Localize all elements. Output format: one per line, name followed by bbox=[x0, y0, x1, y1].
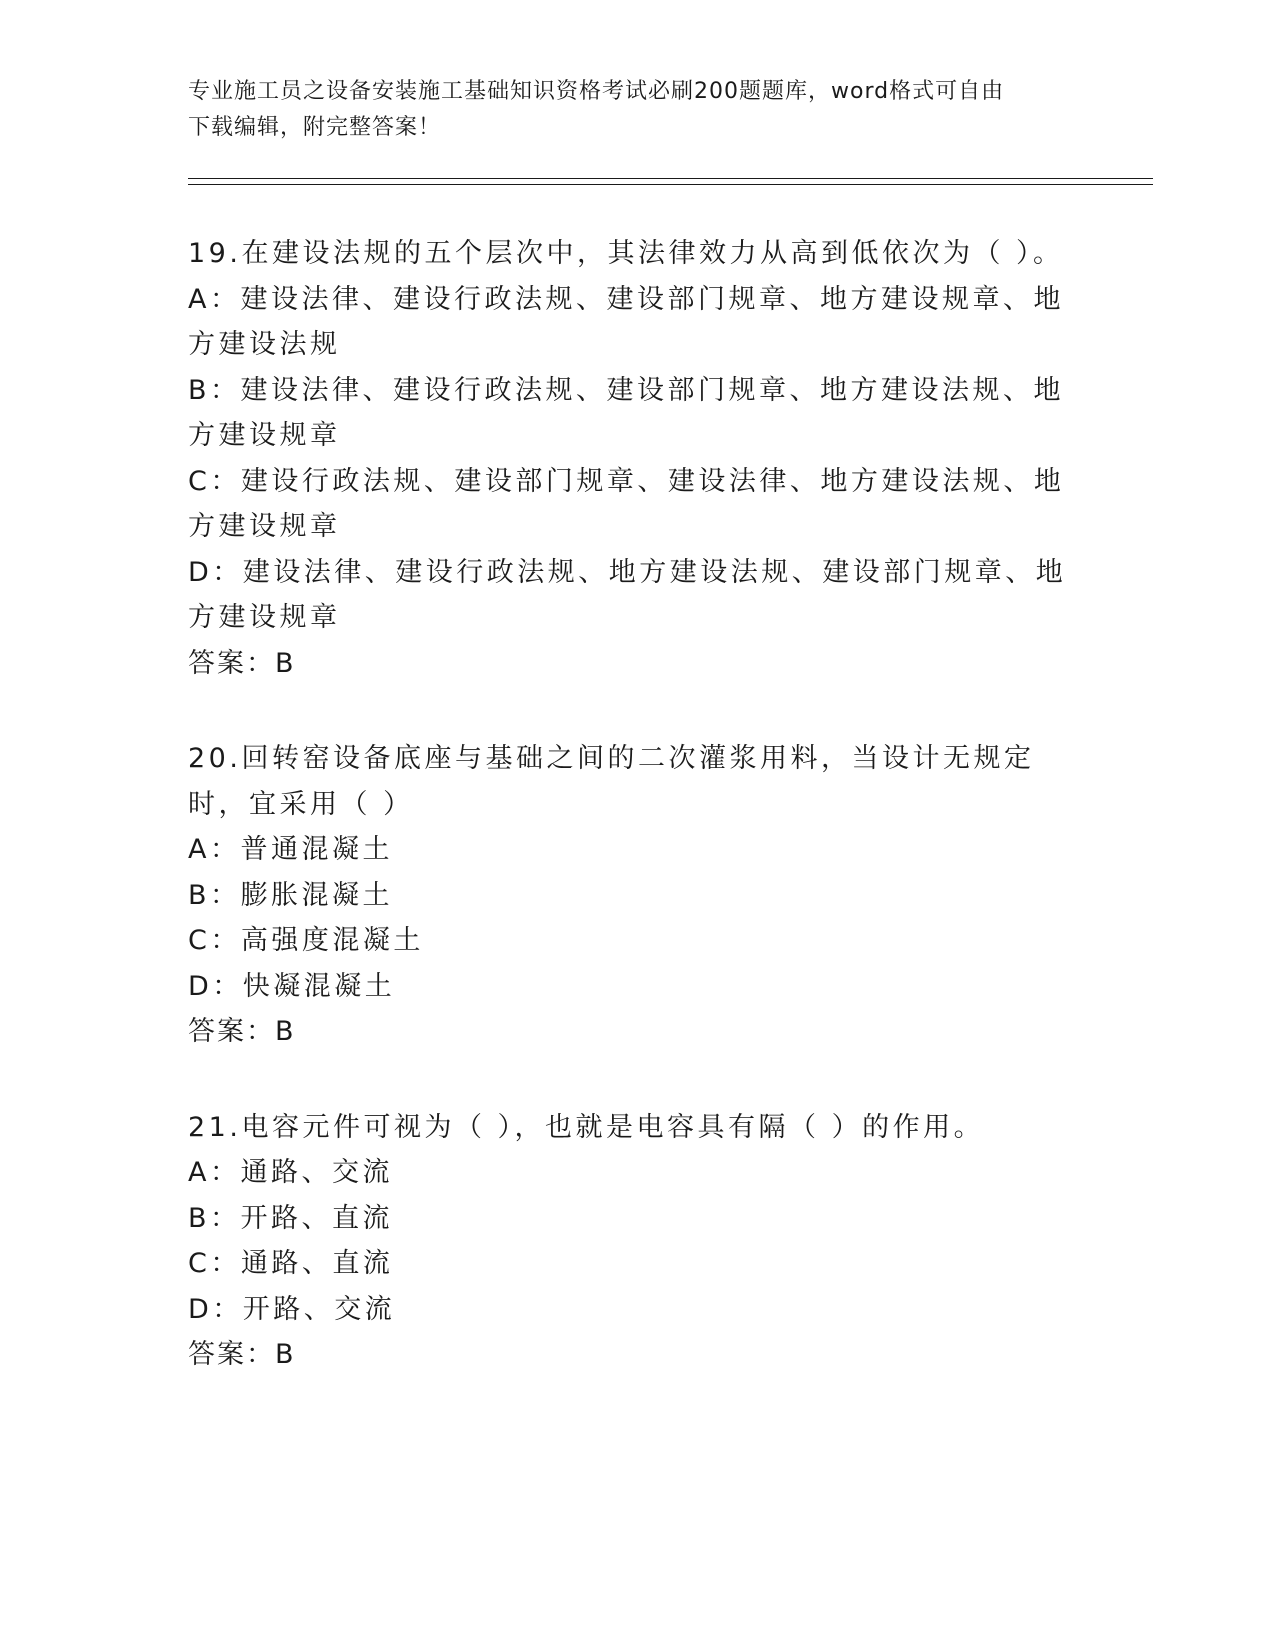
option-d: D：开路、交流 bbox=[188, 1293, 396, 1325]
option-b: B：建设法律、建设行政法规、建设部门规章、地方建设法规、地方建设规章 bbox=[188, 374, 1065, 451]
option-b: B：膨胀混凝土 bbox=[188, 879, 394, 911]
question-list bbox=[188, 231, 1078, 1378]
option-d: D：建设法律、建设行政法规、地方建设法规、建设部门规章、地方建设规章 bbox=[188, 556, 1067, 633]
question-20 bbox=[188, 736, 1078, 1055]
option-a: A：普通混凝土 bbox=[188, 834, 393, 865]
header-title-line-2: 下载编辑，附完整答案！ bbox=[188, 115, 442, 140]
option-c: C：高强度混凝土 bbox=[188, 925, 424, 956]
answer-label: 答案：B bbox=[188, 647, 296, 679]
question-21 bbox=[188, 1105, 1078, 1378]
answer-label: 答案：B bbox=[188, 1016, 296, 1047]
question-stem: 20.回转窑设备底座与基础之间的二次灌浆用料，当设计无规定时，宜采用（ ） bbox=[188, 743, 1035, 820]
question-19 bbox=[188, 231, 1078, 686]
header-divider-bottom bbox=[188, 184, 1153, 185]
question-stem: 19.在建设法规的五个层次中，其法律效力从高到低依次为（ ）。 bbox=[188, 238, 1064, 269]
document-header bbox=[188, 74, 1068, 146]
option-a: A：通路、交流 bbox=[188, 1157, 393, 1188]
option-b: B：开路、直流 bbox=[188, 1202, 394, 1234]
option-c: C：建设行政法规、建设部门规章、建设法律、地方建设法规、地方建设规章 bbox=[188, 465, 1065, 542]
answer-label: 答案：B bbox=[188, 1339, 296, 1370]
option-c: C：通路、直流 bbox=[188, 1248, 394, 1279]
header-divider-top bbox=[188, 178, 1153, 179]
question-stem: 21.电容元件可视为（ ），也就是电容具有隔（ ）的作用。 bbox=[188, 1111, 985, 1143]
option-a: A：建设法律、建设行政法规、建设部门规章、地方建设规章、地方建设法规 bbox=[188, 283, 1064, 360]
option-d: D：快凝混凝土 bbox=[188, 970, 396, 1002]
header-title-line-1: 专业施工员之设备安装施工基础知识资格考试必刷200题题库，word格式可自由 bbox=[188, 79, 1005, 104]
